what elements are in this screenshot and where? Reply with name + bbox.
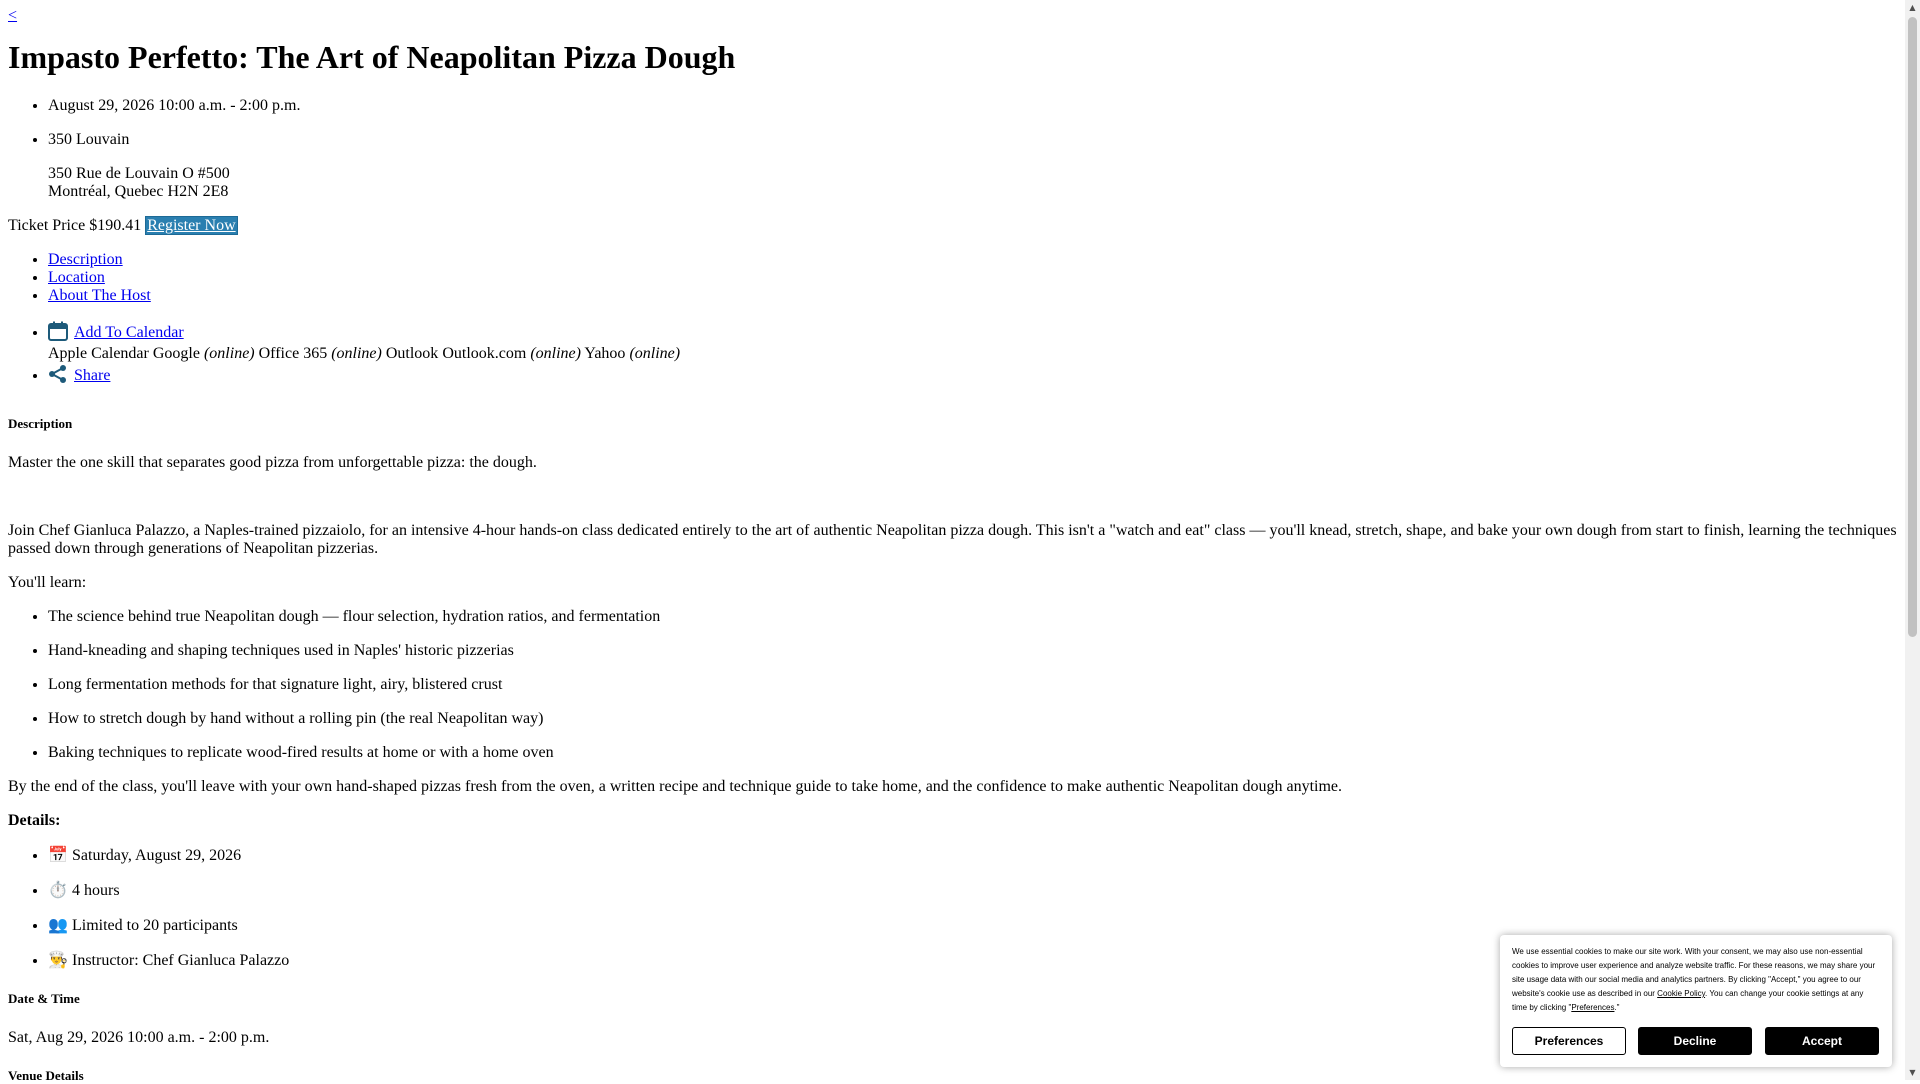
- ticket-label: Ticket Price: [8, 216, 86, 234]
- calendar-option-outlook-com[interactable]: Outlook.com (online): [442, 344, 581, 362]
- description-closing: By the end of the class, you'll leave with your own hand-shaped pizzas fresh from the oven, a written recipe and technique guide to take home, and the confidence to make authentic Neapolitan dough anytime.: [8, 777, 1342, 795]
- calendar-options: [48, 344, 1898, 364]
- scrollbar-thumb[interactable]: [1908, 17, 1917, 637]
- share-label: Share: [74, 366, 111, 384]
- chef-emoji-icon: 👨‍🍳: [48, 951, 68, 969]
- section-nav-item: [48, 251, 1898, 269]
- detail-date: • 📅 Saturday, August 29, 2026: [48, 846, 1898, 865]
- calendar-emoji-icon: 📅: [48, 846, 68, 864]
- detail-capacity: • 👥 Limited to 20 participants: [48, 916, 1898, 935]
- calendar-option-office365[interactable]: Office 365 (online): [258, 344, 382, 362]
- scroll-down-arrow-icon[interactable]: ▼: [1909, 1068, 1916, 1077]
- scroll-up-arrow-icon[interactable]: ▲: [1909, 3, 1916, 12]
- calendar-option-outlook[interactable]: Outlook: [385, 344, 439, 362]
- venue-address: [48, 165, 1898, 201]
- event-page: [8, 0, 1898, 1084]
- event-datetime: • August 29, 2026 10:00 a.m. - 2:00 p.m.: [48, 97, 1898, 115]
- cookie-policy-link[interactable]: Cookie Policy: [1657, 989, 1706, 998]
- section-nav-item: [48, 269, 1898, 287]
- spacer: [8, 488, 1898, 522]
- share: [48, 364, 1898, 385]
- learn-label: You'll learn:: [8, 573, 87, 591]
- list-item: • The science behind true Neapolitan dough — flour selection, hydration ratios, and fermentation: [48, 608, 1898, 626]
- cookie-banner: [1500, 935, 1892, 1067]
- add-to-calendar-link[interactable]: [48, 324, 184, 341]
- event-info-list: [8, 97, 1898, 201]
- share-icon: [48, 364, 68, 384]
- detail-duration: • ⏱️ 4 hours: [48, 881, 1898, 900]
- ticket-row: [8, 217, 1898, 235]
- nav-link-description[interactable]: Description: [48, 250, 123, 268]
- cookie-banner-text: We use essential cookies to make our site work. With your consent, we may also use non-essential cookies to improve user experience and analyze website traffic. For these reasons, we may share your site usage data with our social media and analytics partners. By clicking "Accept," you agree to our website's cookie use as described in our Cookie Policy. You can change your cookie settings at any time by clicking "Preferences.": [1512, 947, 1876, 1012]
- list-item: • Long fermentation methods for that signature light, airy, blistered crust: [48, 676, 1898, 694]
- date-time-value: Sat, Aug 29, 2026 10:00 a.m. - 2:00 p.m.: [8, 1028, 270, 1046]
- nav-link-about-host[interactable]: About The Host: [48, 286, 151, 304]
- description-paragraph: Join Chef Gianluca Palazzo, a Naples-trained pizzaiolo, for an intensive 4-hour hands-on class dedicated entirely to the art of authentic Neapolitan pizza dough. This isn't a "watch and eat" class — you'll knead, stretch, shape, and bake your own dough from start to finish, learning the techniques passed down through generations of Neapolitan pizzerias.: [8, 521, 1897, 557]
- list-item: • Baking techniques to replicate wood-fired results at home or with a home oven: [48, 744, 1898, 762]
- page-title: Impasto Perfetto: The Art of Neapolitan Pizza Dough: [8, 39, 736, 75]
- list-item: • Hand-kneading and shaping techniques used in Naples' historic pizzerias: [48, 642, 1898, 660]
- decline-button[interactable]: Decline: [1638, 1027, 1752, 1055]
- stopwatch-emoji-icon: ⏱️: [48, 881, 68, 899]
- list-item: • How to stretch dough by hand without a rolling pin (the real Neapolitan way): [48, 710, 1898, 728]
- add-to-calendar-label: Add To Calendar: [74, 323, 184, 341]
- register-button[interactable]: Register Now: [147, 216, 236, 234]
- page-scrollbar[interactable]: [1905, 0, 1920, 1080]
- section-nav: [8, 251, 1898, 305]
- accept-button[interactable]: Accept: [1765, 1027, 1879, 1055]
- preferences-button[interactable]: Preferences: [1512, 1027, 1626, 1055]
- calendar-option-apple[interactable]: Apple Calendar: [48, 344, 149, 362]
- address-line-1: 350 Rue de Louvain O #500: [48, 164, 230, 182]
- back-link[interactable]: <: [8, 7, 18, 24]
- calendar-option-google[interactable]: Google (online): [152, 344, 255, 362]
- event-tools: [8, 321, 1898, 385]
- ticket-price: $190.41: [89, 216, 142, 234]
- calendar-option-yahoo[interactable]: Yahoo (online): [584, 344, 681, 362]
- cookie-preferences-link[interactable]: Preferences: [1571, 1003, 1615, 1012]
- learn-list: [8, 608, 1898, 762]
- people-emoji-icon: 👥: [48, 916, 68, 934]
- detail-instructor: • 👨‍🍳 Instructor: Chef Gianluca Palazzo: [48, 951, 1898, 970]
- venue-details-heading: Venue Details: [8, 1067, 84, 1083]
- address-line-2: Montréal, Quebec H2N 2E8: [48, 182, 229, 200]
- description-heading: Description: [8, 415, 73, 431]
- section-nav-item: [48, 287, 1898, 305]
- add-to-calendar: [48, 321, 1898, 364]
- description-intro: Master the one skill that separates good pizza from unforgettable pizza: the dough.: [8, 453, 537, 471]
- nav-link-location[interactable]: Location: [48, 268, 105, 286]
- event-venue: [48, 131, 1898, 201]
- date-time-heading: Date & Time: [8, 990, 80, 1006]
- venue-name: 350 Louvain: [48, 130, 130, 148]
- calendar-icon: [48, 321, 68, 341]
- details-label: Details:: [8, 811, 61, 829]
- share-link[interactable]: [48, 367, 110, 384]
